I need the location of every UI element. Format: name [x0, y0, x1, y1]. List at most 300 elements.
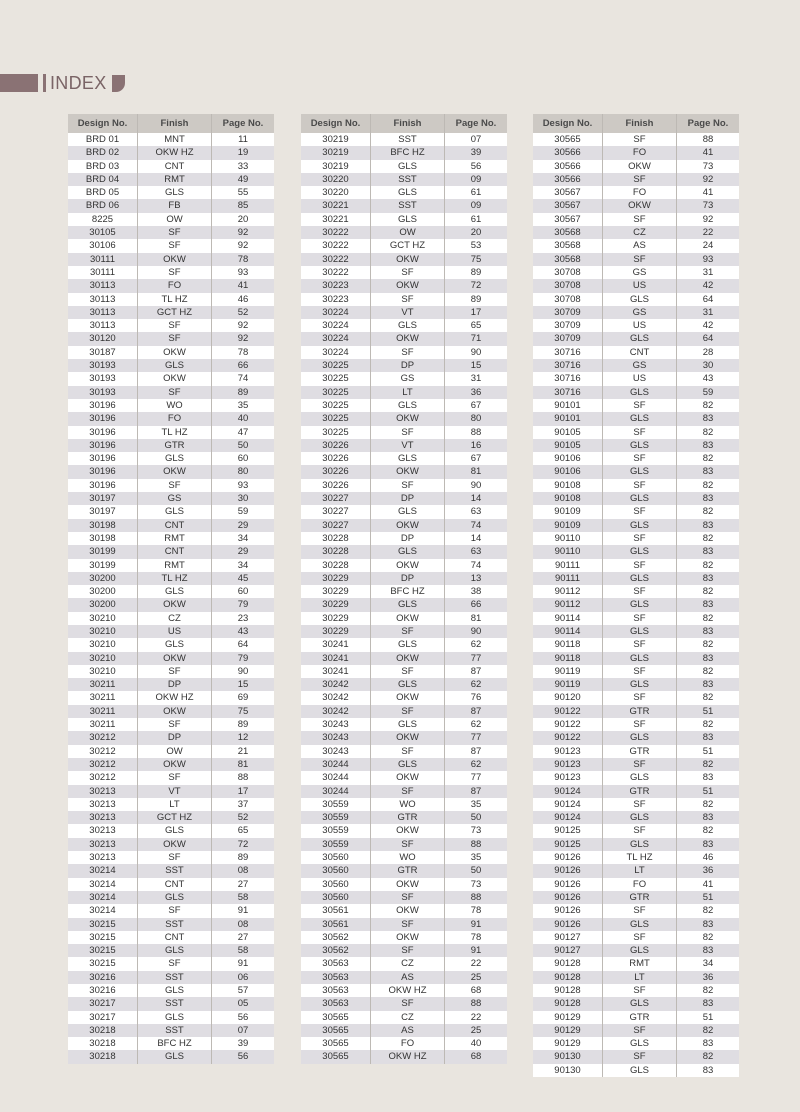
finish-cell: SF	[603, 426, 677, 439]
page-no-cell: 42	[702, 280, 714, 292]
finish-cell: OKW	[138, 372, 212, 385]
table-row	[68, 266, 274, 279]
finish-cell: OW	[138, 213, 212, 226]
page-no-cell: 28	[702, 346, 714, 358]
table-row	[533, 878, 739, 891]
design-no-cell: 30563	[301, 971, 371, 984]
page-no-cell: 63	[470, 546, 482, 558]
design-no-cell: 90122	[533, 718, 603, 731]
table-row	[533, 1050, 739, 1063]
table-row	[68, 864, 274, 877]
finish-cell: SF	[371, 426, 445, 439]
design-no-cell: 30218	[68, 1050, 138, 1063]
design-no-cell: 30559	[301, 838, 371, 851]
table-row	[533, 785, 739, 798]
page-no-cell: 90	[470, 625, 482, 637]
design-no-cell: 30567	[533, 199, 603, 212]
table-row	[68, 731, 274, 744]
finish-cell: US	[138, 625, 212, 638]
finish-cell: WO	[371, 851, 445, 864]
design-no-cell: 30213	[68, 851, 138, 864]
finish-cell: VT	[371, 439, 445, 452]
page-no-cell: 08	[237, 918, 249, 930]
design-no-cell: 90128	[533, 957, 603, 970]
table-row	[301, 572, 507, 585]
page-no-cell: 93	[237, 479, 249, 491]
finish-cell: GLS	[603, 572, 677, 585]
finish-cell: GLS	[138, 585, 212, 598]
design-no-cell: 30566	[533, 173, 603, 186]
design-no-cell: 30215	[68, 957, 138, 970]
design-no-cell: 30226	[301, 439, 371, 452]
page-no-cell: 39	[237, 1038, 249, 1050]
finish-cell: GTR	[603, 785, 677, 798]
page-no-cell: 36	[470, 386, 482, 398]
finish-cell: GLS	[603, 412, 677, 425]
design-no-cell: 30214	[68, 891, 138, 904]
design-no-cell: 30716	[533, 386, 603, 399]
page-no-cell: 50	[237, 439, 249, 451]
finish-cell: GLS	[371, 399, 445, 412]
finish-cell: OKW	[371, 253, 445, 266]
table-row	[301, 811, 507, 824]
design-no-cell: 90123	[533, 745, 603, 758]
finish-cell: TL HZ	[138, 293, 212, 306]
table-row	[301, 346, 507, 359]
finish-cell: BFC HZ	[371, 585, 445, 598]
page-no-cell: 35	[470, 852, 482, 864]
table-row	[68, 984, 274, 997]
design-no-cell: 30215	[68, 931, 138, 944]
design-no-cell: 30113	[68, 306, 138, 319]
page-no-cell: 87	[470, 665, 482, 677]
design-no-cell: 30229	[301, 585, 371, 598]
page-no-cell: 34	[237, 559, 249, 571]
table-row	[68, 332, 274, 345]
design-no-cell: 30229	[301, 572, 371, 585]
table-row	[533, 386, 739, 399]
design-no-cell: 30113	[68, 279, 138, 292]
finish-cell: SF	[138, 239, 212, 252]
table-row	[68, 944, 274, 957]
page-no-cell: 74	[237, 373, 249, 385]
table-row	[533, 399, 739, 412]
table-row	[533, 505, 739, 518]
page-no-cell: 90	[237, 665, 249, 677]
page-no-cell: 35	[237, 399, 249, 411]
design-no-cell: 30244	[301, 758, 371, 771]
table-row	[68, 505, 274, 518]
finish-cell: GLS	[371, 718, 445, 731]
page-no-cell: 90	[470, 346, 482, 358]
finish-cell: OKW	[371, 691, 445, 704]
table-row	[533, 186, 739, 199]
finish-cell: SST	[371, 199, 445, 212]
table-row	[533, 492, 739, 505]
finish-cell: SF	[138, 771, 212, 784]
finish-cell: FO	[138, 412, 212, 425]
page-no-cell: 83	[702, 439, 714, 451]
page-no-cell: 80	[470, 413, 482, 425]
design-no-cell: 30565	[301, 1050, 371, 1063]
finish-cell: OKW	[138, 465, 212, 478]
page-no-cell: 73	[702, 160, 714, 172]
finish-cell: OW	[371, 226, 445, 239]
finish-cell: GLS	[603, 1064, 677, 1077]
finish-cell: SF	[371, 785, 445, 798]
page-no-cell: 30	[237, 493, 249, 505]
finish-cell: SF	[603, 824, 677, 837]
design-no-cell: 30224	[301, 346, 371, 359]
table-row	[533, 253, 739, 266]
design-no-cell: 30198	[68, 519, 138, 532]
design-no-cell: 90109	[533, 505, 603, 518]
table-row	[301, 851, 507, 864]
finish-cell: GLS	[603, 598, 677, 611]
finish-cell: OKW	[371, 771, 445, 784]
table-row	[68, 160, 274, 173]
table-row	[68, 904, 274, 917]
table-row	[533, 1024, 739, 1037]
design-no-cell: 90108	[533, 492, 603, 505]
finish-cell: SF	[603, 612, 677, 625]
design-no-cell: 90118	[533, 638, 603, 651]
design-no-cell: 90126	[533, 891, 603, 904]
table-row	[301, 971, 507, 984]
page-no-cell: 42	[702, 320, 714, 332]
finish-cell: RMT	[138, 173, 212, 186]
page-no-cell: 83	[702, 466, 714, 478]
finish-cell: CZ	[371, 957, 445, 970]
design-no-cell: 30563	[301, 997, 371, 1010]
page-no-cell: 67	[470, 453, 482, 465]
page-no-cell: 24	[702, 240, 714, 252]
design-no-cell: 30716	[533, 346, 603, 359]
table-row	[301, 931, 507, 944]
finish-cell: SF	[603, 452, 677, 465]
design-no-cell: 30212	[68, 771, 138, 784]
design-no-cell: 30560	[301, 891, 371, 904]
column-header: Finish	[603, 114, 677, 133]
table-row	[533, 652, 739, 665]
table-row	[533, 306, 739, 319]
design-no-cell: 8225	[68, 213, 138, 226]
table-row	[68, 785, 274, 798]
finish-cell: SF	[371, 891, 445, 904]
design-no-cell: 30222	[301, 226, 371, 239]
finish-cell: US	[603, 279, 677, 292]
page-no-cell: 83	[702, 679, 714, 691]
table-row	[301, 1024, 507, 1037]
page-no-cell: 45	[237, 572, 249, 584]
page-no-cell: 07	[470, 134, 482, 145]
finish-cell: FB	[138, 199, 212, 212]
page-no-cell: 82	[702, 586, 714, 598]
design-no-cell: 30187	[68, 346, 138, 359]
table-row	[68, 545, 274, 558]
finish-cell: GLS	[603, 332, 677, 345]
table-row	[301, 824, 507, 837]
design-no-cell: 30243	[301, 731, 371, 744]
table-row	[301, 785, 507, 798]
page-no-cell: 82	[702, 719, 714, 731]
table-row	[68, 399, 274, 412]
page-no-cell: 68	[470, 985, 482, 996]
design-no-cell: 30563	[301, 984, 371, 997]
table-row	[301, 545, 507, 558]
design-no-cell: 90112	[533, 598, 603, 611]
design-no-cell: 30709	[533, 332, 603, 345]
page-no-cell: 38	[470, 586, 482, 598]
page-no-cell: 83	[702, 838, 714, 850]
finish-cell: OKW	[371, 465, 445, 478]
page-no-cell: 06	[237, 971, 249, 983]
finish-cell: SF	[138, 957, 212, 970]
table-row	[68, 532, 274, 545]
page-no-cell: 56	[237, 1051, 249, 1063]
design-no-cell: 30196	[68, 452, 138, 465]
finish-cell: SST	[138, 1024, 212, 1037]
page-no-cell: 61	[470, 187, 482, 199]
design-no-cell: 30212	[68, 745, 138, 758]
table-row	[301, 253, 507, 266]
page-no-cell: 19	[237, 147, 249, 159]
finish-cell: GCT HZ	[138, 811, 212, 824]
finish-cell: GLS	[138, 984, 212, 997]
page-no-cell: 82	[702, 399, 714, 411]
table-row	[68, 479, 274, 492]
design-no-cell: 90106	[533, 452, 603, 465]
design-no-cell: 30200	[68, 572, 138, 585]
table-row	[68, 838, 274, 851]
finish-cell: CNT	[138, 878, 212, 891]
finish-cell: SST	[371, 173, 445, 186]
table-row	[68, 705, 274, 718]
finish-cell: OKW	[371, 652, 445, 665]
design-no-cell: 30197	[68, 505, 138, 518]
page-no-cell: 82	[702, 905, 714, 917]
finish-cell: GLS	[603, 731, 677, 744]
finish-cell: FO	[371, 1037, 445, 1050]
design-no-cell: 30120	[68, 332, 138, 345]
page-no-cell: 88	[237, 772, 249, 784]
finish-cell: LT	[138, 798, 212, 811]
finish-cell: SF	[603, 638, 677, 651]
design-no-cell: 30227	[301, 505, 371, 518]
design-no-cell: 30220	[301, 186, 371, 199]
finish-cell: DP	[371, 359, 445, 372]
finish-cell: SF	[371, 944, 445, 957]
design-no-cell: 30227	[301, 492, 371, 505]
finish-cell: SF	[371, 665, 445, 678]
table-row	[533, 359, 739, 372]
design-no-cell: 30242	[301, 705, 371, 718]
table-row	[68, 492, 274, 505]
table-row	[301, 186, 507, 199]
page-no-cell: 82	[702, 426, 714, 438]
page-no-cell: 60	[237, 453, 249, 465]
finish-cell: OKW HZ	[371, 1050, 445, 1063]
design-no-cell: 90114	[533, 625, 603, 638]
finish-cell: SF	[603, 133, 677, 146]
table-row	[533, 532, 739, 545]
page-no-cell: 88	[470, 838, 482, 850]
design-no-cell: 30212	[68, 758, 138, 771]
page-no-cell: 36	[702, 865, 714, 877]
design-no-cell: 30241	[301, 638, 371, 651]
table-row	[301, 838, 507, 851]
design-no-cell: 90106	[533, 465, 603, 478]
design-no-cell: 90111	[533, 559, 603, 572]
table-row	[301, 173, 507, 186]
finish-cell: GLS	[603, 465, 677, 478]
page-no-cell: 73	[702, 200, 714, 212]
design-no-cell: 90101	[533, 399, 603, 412]
page-no-cell: 64	[237, 639, 249, 651]
page-no-cell: 75	[237, 705, 249, 717]
table-row	[533, 133, 739, 146]
design-no-cell: 90124	[533, 811, 603, 824]
table-row	[301, 665, 507, 678]
table-row	[533, 1064, 739, 1077]
table-row	[68, 811, 274, 824]
table-row	[533, 199, 739, 212]
page-no-cell: 82	[702, 758, 714, 770]
page-no-cell: 17	[470, 306, 482, 318]
page-no-cell: 46	[702, 852, 714, 864]
design-no-cell: 30225	[301, 359, 371, 372]
finish-cell: GLS	[603, 625, 677, 638]
header-separator-decoration	[43, 74, 46, 92]
finish-cell: SF	[371, 346, 445, 359]
table-row	[533, 572, 739, 585]
finish-cell: OKW HZ	[138, 691, 212, 704]
table-row	[301, 452, 507, 465]
design-no-cell: 30241	[301, 665, 371, 678]
finish-cell: CNT	[138, 519, 212, 532]
page-no-cell: 81	[470, 612, 482, 624]
table-row	[301, 226, 507, 239]
finish-cell: OKW	[138, 838, 212, 851]
design-no-cell: 30225	[301, 386, 371, 399]
finish-cell: FO	[138, 279, 212, 292]
table-row	[68, 213, 274, 226]
finish-cell: SF	[603, 399, 677, 412]
finish-cell: AS	[371, 971, 445, 984]
page-no-cell: 14	[470, 532, 482, 544]
page-no-cell: 83	[702, 945, 714, 957]
design-no-cell: 30716	[533, 359, 603, 372]
table-row	[533, 944, 739, 957]
page-no-cell: 52	[237, 306, 249, 318]
table-row	[68, 359, 274, 372]
column-header: Finish	[138, 114, 212, 133]
table-row	[301, 160, 507, 173]
finish-cell: GLS	[603, 519, 677, 532]
table-row	[68, 319, 274, 332]
design-no-cell: 30560	[301, 878, 371, 891]
table-row	[533, 745, 739, 758]
finish-cell: GLS	[603, 918, 677, 931]
page-no-cell: 41	[237, 280, 249, 292]
page-no-cell: 27	[237, 931, 249, 943]
design-no-cell: 90108	[533, 479, 603, 492]
design-no-cell: 30229	[301, 598, 371, 611]
design-no-cell: 30211	[68, 705, 138, 718]
design-no-cell: 30210	[68, 625, 138, 638]
table-row	[68, 306, 274, 319]
page-no-cell: 77	[470, 732, 482, 744]
table-body	[301, 133, 507, 1064]
header-cap-decoration	[112, 75, 125, 92]
page-no-cell: 83	[702, 599, 714, 611]
page-no-cell: 65	[237, 825, 249, 837]
page-no-cell: 62	[470, 679, 482, 691]
page-no-cell: 82	[702, 559, 714, 571]
table-row	[533, 904, 739, 917]
header-bar-decoration	[0, 74, 38, 92]
design-no-cell: 30196	[68, 465, 138, 478]
finish-cell: SST	[138, 864, 212, 877]
finish-cell: US	[603, 319, 677, 332]
design-no-cell: 30213	[68, 798, 138, 811]
design-no-cell: 30560	[301, 851, 371, 864]
page-no-cell: 21	[237, 745, 249, 757]
table-row	[68, 1050, 274, 1063]
finish-cell: SF	[603, 1024, 677, 1037]
finish-cell: GLS	[371, 545, 445, 558]
finish-cell: FO	[603, 186, 677, 199]
finish-cell: OKW	[603, 199, 677, 212]
table-row	[68, 612, 274, 625]
finish-cell: FO	[603, 146, 677, 159]
design-no-cell: 90112	[533, 585, 603, 598]
design-no-cell: 30561	[301, 918, 371, 931]
page-no-cell: 41	[702, 147, 714, 159]
page-no-cell: 82	[702, 1024, 714, 1036]
page-no-cell: 16	[470, 439, 482, 451]
design-no-cell: 90124	[533, 798, 603, 811]
table-row	[68, 878, 274, 891]
table-row	[301, 426, 507, 439]
finish-cell: CNT	[603, 346, 677, 359]
page-no-cell: 89	[470, 266, 482, 278]
page-no-cell: 73	[470, 878, 482, 890]
design-no-cell: 30111	[68, 253, 138, 266]
finish-cell: BFC HZ	[138, 1037, 212, 1050]
table-row	[301, 918, 507, 931]
design-no-cell: 90114	[533, 612, 603, 625]
design-no-cell: 90124	[533, 785, 603, 798]
page-no-cell: 25	[470, 1024, 482, 1036]
finish-cell: SF	[371, 705, 445, 718]
finish-cell: GTR	[603, 891, 677, 904]
design-no-cell: 90130	[533, 1050, 603, 1063]
design-no-cell: 30229	[301, 625, 371, 638]
design-no-cell: 30229	[301, 612, 371, 625]
finish-cell: GCT HZ	[371, 239, 445, 252]
table-row	[68, 173, 274, 186]
design-no-cell: 90110	[533, 532, 603, 545]
page-no-cell: 87	[470, 785, 482, 797]
finish-cell: OKW	[371, 279, 445, 292]
page-no-cell: 30	[702, 360, 714, 372]
table-row	[301, 306, 507, 319]
table-row	[301, 731, 507, 744]
page-no-cell: 83	[702, 918, 714, 930]
design-no-cell: 30716	[533, 372, 603, 385]
table-row	[533, 173, 739, 186]
